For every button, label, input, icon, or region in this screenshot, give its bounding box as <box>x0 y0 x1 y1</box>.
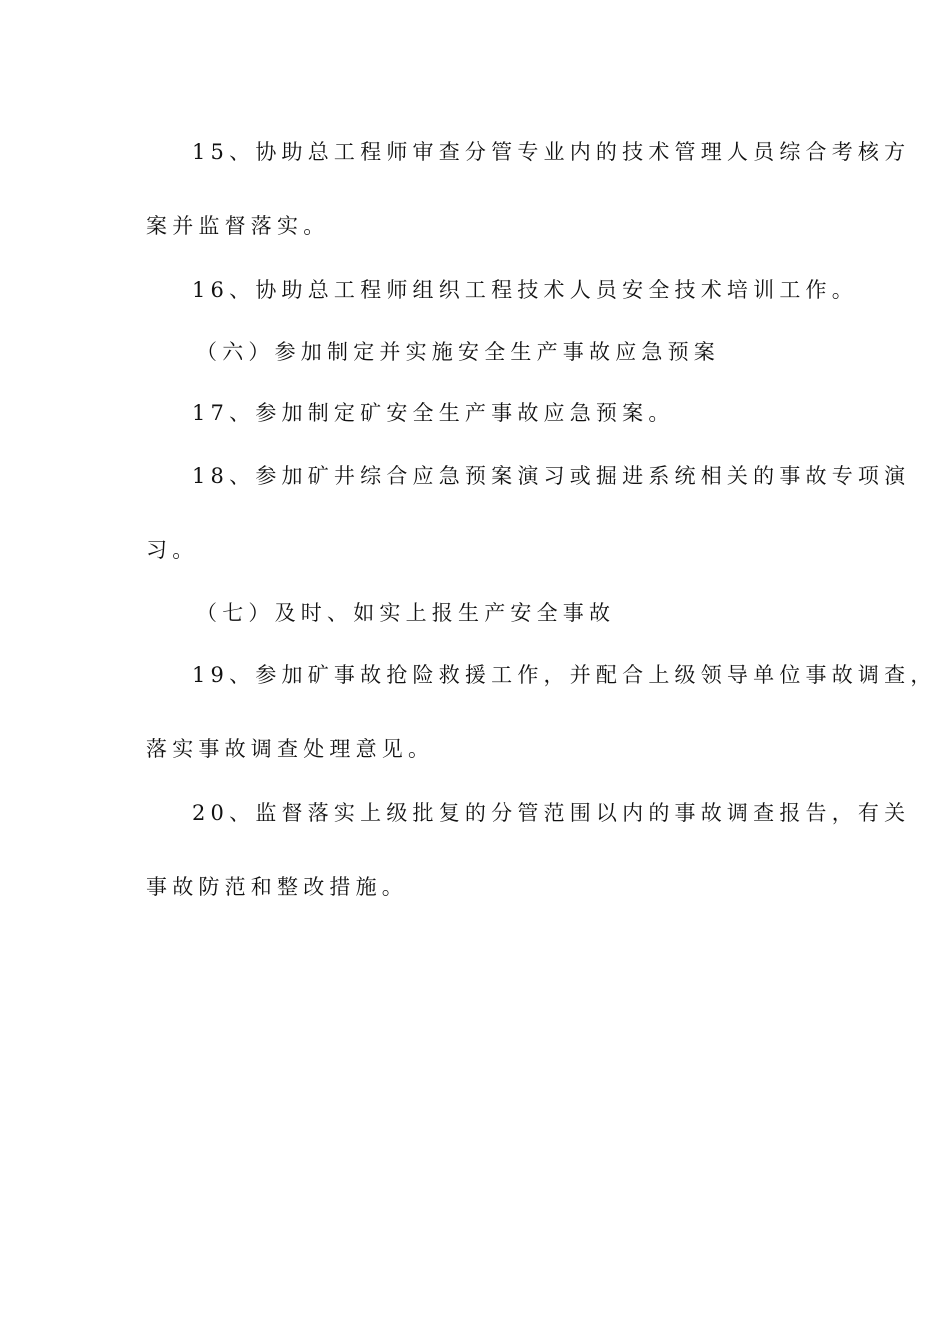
item-16: 16、协助总工程师组织工程技术人员安全技术培训工作。 <box>192 278 858 302</box>
item-15-line-1: 15、协助总工程师审查分管专业内的技术管理人员综合考核方 <box>192 140 911 164</box>
section-6-heading: （六）参加制定并实施安全生产事故应急预案 <box>196 340 720 364</box>
item-19-line-1: 19、参加矿事故抢险救援工作，并配合上级领导单位事故调查， <box>192 663 937 687</box>
item-19-line-2: 落实事故调查处理意见。 <box>146 737 435 761</box>
item-20-line-2: 事故防范和整改措施。 <box>146 875 408 899</box>
item-15-line-2: 案并监督落实。 <box>146 214 330 238</box>
item-17: 17、参加制定矿安全生产事故应急预案。 <box>192 401 675 425</box>
item-18-line-1: 18、参加矿井综合应急预案演习或掘进系统相关的事故专项演 <box>192 464 911 488</box>
section-7-heading: （七）及时、如实上报生产安全事故 <box>196 601 616 625</box>
item-20-line-1: 20、监督落实上级批复的分管范围以内的事故调查报告，有关 <box>192 801 911 825</box>
item-18-line-2: 习。 <box>146 538 199 562</box>
